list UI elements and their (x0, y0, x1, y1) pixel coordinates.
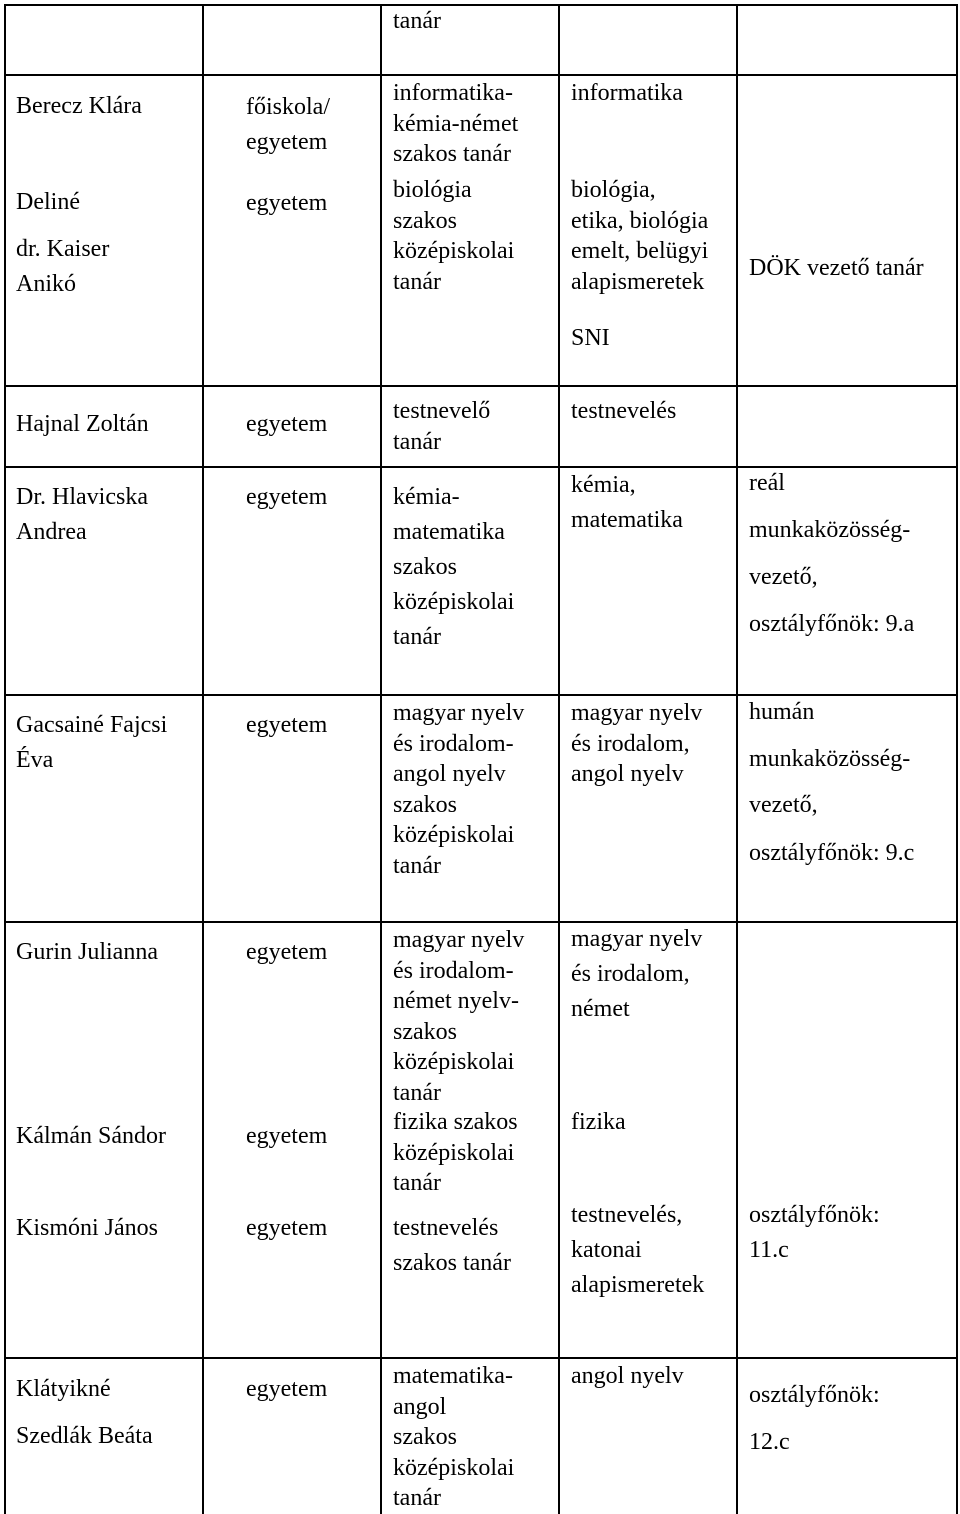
qualification-cell (393, 175, 514, 297)
cell-line: egyetem (246, 1123, 328, 1149)
cell-line: fizika szakos (393, 1109, 518, 1135)
cell-line: 12.c (749, 1429, 790, 1455)
cell-line: angol nyelv (571, 761, 684, 787)
cell-line: Anikó (16, 271, 76, 297)
cell-line: középiskolai (393, 1139, 515, 1166)
cell-line: katonai (571, 1237, 642, 1263)
teacher-name-cell (16, 1366, 153, 1460)
subjects-cell (571, 175, 708, 354)
cell-line: tanár (393, 624, 441, 650)
cell-line: magyar nyelv (571, 700, 703, 726)
cell-line: matematika- (393, 1363, 513, 1389)
cell-line: és irodalom, (571, 961, 690, 987)
subjects-cell (571, 468, 683, 538)
cell-line: kémia- (393, 484, 460, 510)
row-divider (4, 74, 958, 76)
role-cell (749, 253, 924, 284)
cell-line: osztályfőnök: (749, 1202, 880, 1228)
cell-line: Kálmán Sándor (16, 1123, 166, 1149)
cell-line: egyetem (246, 190, 328, 216)
cell-line: egyetem (246, 484, 328, 510)
degree-cell (246, 1374, 327, 1405)
cell-line: középiskolai (393, 238, 515, 264)
subjects-cell (571, 1198, 704, 1303)
cell-line: német nyelv- (393, 988, 519, 1014)
cell-line: testnevelés (393, 1215, 499, 1241)
cell-line: tanár (393, 1170, 441, 1196)
cell-line: Gacsainé Fajcsi (16, 712, 168, 738)
column-divider (558, 4, 560, 1514)
cell-line: angol nyelv (571, 1363, 684, 1389)
cell-line: alapismeretek (571, 268, 705, 295)
cell-line: egyetem (246, 129, 328, 155)
column-divider (202, 4, 204, 1514)
cell-line: Hajnal Zoltán (16, 411, 149, 437)
cell-line: munkaközösség- (749, 517, 911, 543)
cell-line: szakos tanár (393, 1250, 511, 1276)
cell-line: és irodalom- (393, 730, 514, 757)
teacher-name-cell (16, 1213, 158, 1244)
cell-line: egyetem (246, 712, 328, 738)
degree-cell (246, 409, 327, 440)
role-cell (749, 689, 914, 877)
cell-line: tanár (393, 8, 441, 34)
cell-line: informatika (571, 80, 683, 106)
cell-line: dr. Kaiser (16, 236, 110, 262)
degree-cell (246, 1213, 327, 1244)
cell-line: szakos tanár (393, 141, 511, 167)
cell-line: tanár (393, 1485, 441, 1511)
cell-line: kémia, (571, 472, 636, 498)
qualification-cell (393, 396, 490, 457)
cell-line: munkaközösség- (749, 745, 911, 772)
column-divider (736, 4, 738, 1514)
role-cell (749, 1198, 880, 1268)
cell-line: és irodalom- (393, 957, 514, 984)
cell-line: matematika (393, 519, 505, 545)
row-divider (4, 1357, 958, 1359)
cell-line: főiskola/ (246, 94, 330, 120)
degree-cell (246, 480, 327, 515)
cell-line: osztályfőnök: (749, 1382, 880, 1408)
cell-line: Andrea (16, 519, 87, 545)
cell-line: humán (749, 699, 815, 725)
qualification-cell (393, 925, 524, 1108)
teacher-name-cell (16, 409, 149, 440)
cell-line: szakos (393, 1018, 457, 1045)
degree-cell (246, 708, 327, 743)
cell-line: tanár (393, 268, 441, 295)
cell-line: egyetem (246, 939, 328, 965)
qualification-cell (393, 698, 524, 881)
cell-line: német (571, 996, 630, 1022)
cell-line: informatika- (393, 80, 513, 106)
role-cell (749, 1372, 880, 1466)
qualification-cell (393, 78, 518, 170)
degree-cell (246, 937, 327, 968)
cell-line: egyetem (246, 1215, 328, 1241)
degree-cell (246, 1121, 327, 1152)
qualification-cell (393, 6, 441, 37)
degree-cell (246, 90, 330, 160)
subjects-cell (571, 396, 676, 427)
cell-line: emelt, belügyi (571, 238, 709, 264)
cell-line: vezető, (749, 792, 818, 818)
cell-line: magyar nyelv (571, 926, 703, 952)
qualification-cell (393, 1107, 518, 1199)
cell-line: biológia, (571, 177, 656, 203)
table-border-left (4, 4, 6, 1514)
cell-line: egyetem (246, 1376, 328, 1402)
subjects-cell (571, 78, 683, 109)
cell-line: etika, biológia (571, 207, 709, 234)
cell-line: Klátyikné (16, 1376, 111, 1402)
cell-line: 11.c (749, 1237, 789, 1263)
cell-line: Szedlák Beáta (16, 1423, 153, 1449)
cell-line: egyetem (246, 411, 328, 437)
cell-line: testnevelés (571, 398, 677, 424)
cell-line: testnevelő (393, 398, 491, 424)
cell-line: Deliné (16, 189, 80, 215)
cell-line: testnevelés, (571, 1202, 683, 1228)
qualification-cell (393, 1211, 511, 1281)
cell-line: matematika (571, 507, 683, 533)
cell-line: és irodalom, (571, 730, 690, 757)
cell-line: szakos (393, 1424, 457, 1450)
cell-line: biológia (393, 177, 472, 203)
cell-line: Berecz Klára (16, 93, 142, 119)
cell-line: DÖK vezető tanár (749, 255, 924, 281)
cell-line: angol nyelv (393, 761, 506, 787)
qualification-cell (393, 480, 514, 655)
cell-line: középiskolai (393, 589, 515, 615)
teacher-name-cell (16, 937, 158, 968)
column-divider (380, 4, 382, 1514)
cell-line: SNI (571, 325, 610, 351)
cell-line: szakos (393, 554, 457, 580)
subjects-cell (571, 922, 702, 1027)
subjects-cell (571, 1107, 626, 1138)
cell-line: reál (749, 470, 785, 496)
row-divider (4, 921, 958, 923)
cell-line: szakos (393, 207, 457, 234)
subjects-cell (571, 698, 702, 790)
cell-line: osztályfőnök: 9.a (749, 611, 915, 637)
row-divider (4, 385, 958, 387)
cell-line: Gurin Julianna (16, 939, 158, 965)
cell-line: Kismóni János (16, 1215, 159, 1241)
cell-line: tanár (393, 1079, 441, 1106)
cell-line: osztályfőnök: 9.c (749, 839, 915, 866)
cell-line: szakos (393, 791, 457, 818)
cell-line: középiskolai (393, 822, 515, 848)
table-border-right (956, 4, 958, 1514)
role-cell (749, 460, 914, 648)
cell-line: angol (393, 1393, 447, 1420)
cell-line: középiskolai (393, 1454, 515, 1481)
cell-line: fizika (571, 1109, 626, 1135)
teacher-name-cell (16, 1121, 166, 1152)
cell-line: vezető, (749, 564, 818, 590)
cell-line: Éva (16, 747, 54, 773)
qualification-cell (393, 1361, 514, 1514)
cell-line: kémia-német (393, 110, 519, 137)
cell-line: magyar nyelv (393, 700, 525, 726)
teacher-name-cell (16, 480, 148, 550)
cell-line: Dr. Hlavicska (16, 484, 148, 510)
cell-line: középiskolai (393, 1049, 515, 1075)
cell-line: tanár (393, 852, 441, 879)
subjects-cell (571, 1361, 684, 1392)
table-border-top (4, 4, 958, 6)
cell-line: magyar nyelv (393, 927, 525, 953)
teacher-name-cell (16, 182, 110, 297)
teacher-name-cell (16, 708, 167, 778)
degree-cell (246, 188, 327, 219)
teacher-name-cell (16, 91, 142, 122)
cell-line: alapismeretek (571, 1272, 705, 1298)
cell-line: tanár (393, 428, 441, 455)
